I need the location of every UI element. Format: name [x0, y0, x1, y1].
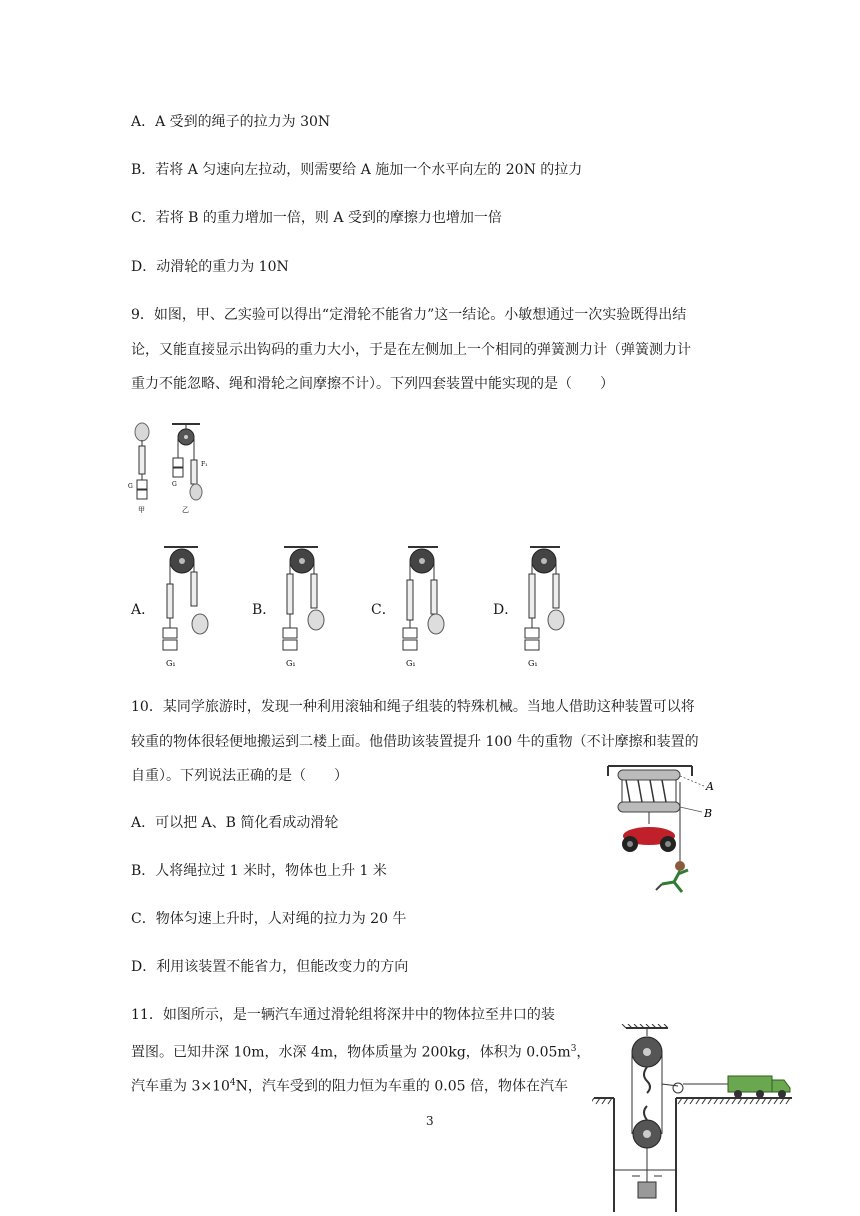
q9-fig-f-label: F₁	[201, 461, 208, 468]
q11-well-figure	[592, 1024, 796, 1216]
q9-choice-d-weight: G₁	[528, 659, 538, 668]
q9-choice-a-label: A．	[131, 602, 156, 618]
q11-line3-sup: 4	[229, 1078, 236, 1088]
q10-roller-figure	[604, 762, 724, 896]
q10-fig-label-b: B	[704, 807, 713, 820]
q8-option-a: A．A 受到的绳子的拉力为 30N	[131, 114, 331, 130]
q11-line3-text: 汽车重为 3×10	[131, 1078, 230, 1095]
q9-choice-b-label: B．	[252, 602, 277, 618]
q8-option-c: C．若将 B 的重力增加一倍，则 A 受到的摩擦力也增加一倍	[131, 210, 502, 226]
q8-option-d: D．动滑轮的重力为 10N	[131, 259, 289, 275]
q8-option-b: B．若将 A 匀速向左拉动，则需要给 A 施加一个水平向左的 20N 的拉力	[131, 162, 583, 178]
q10-option-b: B．人将绳拉过 1 米时，物体也上升 1 米	[131, 863, 387, 879]
page-number: 3	[426, 1114, 434, 1128]
q9-fig-g1-label: G	[172, 481, 177, 488]
q9-fig-jia-label: 甲	[138, 506, 145, 514]
q10-stem-line2: 较重的物体很轻便地搬运到二楼上面。他借助该装置提升 100 牛的重物（不计摩擦和装置的	[131, 734, 699, 750]
q9-choice-b-figure	[278, 544, 336, 672]
q9-stem-line1: 9．如图，甲、乙实验可以得出“定滑轮不能省力”这一结论。小敏想通过一次实验既得出结	[131, 307, 687, 323]
q9-stem-line3: 重力不能忽略、绳和滑轮之间摩擦不计）。下列四套装置中能实现的是（ ）	[131, 376, 614, 392]
q9-choice-b-weight: G₁	[286, 659, 296, 668]
q9-choice-a-figure	[158, 544, 216, 672]
q9-choice-c-figure	[398, 544, 456, 672]
q10-stem-line1: 10．某同学旅游时，发现一种利用滚轴和绳子组装的特殊机械。当地人借助这种装置可以将	[131, 699, 695, 715]
q10-stem-line3: 自重）。下列说法正确的是（ ）	[131, 768, 348, 784]
q10-option-a: A．可以把 A、B 简化看成动滑轮	[131, 815, 339, 831]
q9-choice-d-figure	[520, 544, 578, 672]
q11-stem-line3	[131, 1073, 568, 1097]
q9-choice-c-weight: G₁	[406, 659, 416, 668]
q9-choice-d-label: D．	[493, 602, 519, 618]
q11-stem-line2	[131, 1039, 590, 1063]
q9-fig-g-label: G	[128, 483, 133, 490]
q11-line2-text: 置图。已知井深 10m，水深 4m，物体质量为 200kg，体积为 0.05m	[131, 1044, 571, 1061]
q9-reference-figure	[128, 420, 218, 518]
q9-choice-a-weight: G₁	[166, 659, 176, 668]
q9-fig-yi-label: 乙	[182, 506, 189, 514]
q9-stem-line2: 论，又能直接显示出钩码的重力大小，于是在左侧加上一个相同的弹簧测力计（弹簧测力计	[131, 342, 691, 358]
q11-line2-sup: 3	[570, 1044, 577, 1054]
q11-line3-end: N，汽车受到的阻力恒为车重的 0.05 倍，物体在汽车	[235, 1078, 568, 1095]
q10-option-d: D．利用该装置不能省力，但能改变力的方向	[131, 959, 409, 975]
q10-option-c: C．物体匀速上升时，人对绳的拉力为 20 牛	[131, 911, 407, 927]
q9-choice-c-label: C．	[371, 602, 396, 618]
q11-stem-line1: 11．如图所示，是一辆汽车通过滑轮组将深井中的物体拉至井口的装	[131, 1007, 555, 1023]
q10-fig-label-a: A	[706, 780, 714, 793]
q11-line2-end: ，	[576, 1044, 591, 1061]
